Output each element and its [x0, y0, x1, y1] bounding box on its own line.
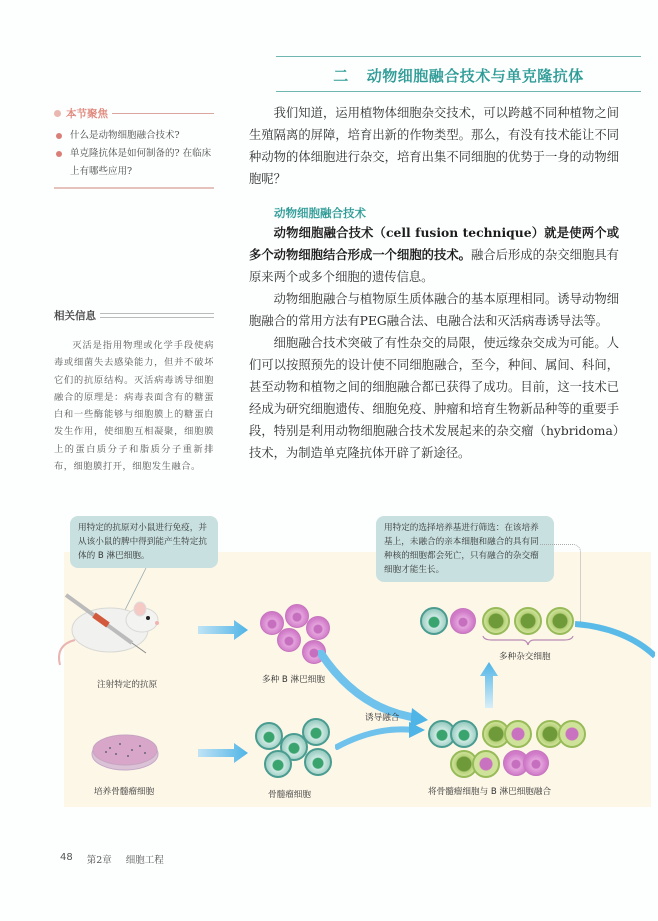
b-lymphocyte-cell [277, 628, 301, 652]
myeloma-cell [264, 750, 292, 778]
focus-list [54, 127, 214, 181]
mouse-illustration [50, 585, 160, 675]
related-info-header [54, 308, 214, 323]
b-lymphocyte-cell [450, 608, 476, 634]
b-lymphocyte-cell [523, 750, 549, 776]
hybrid-cell [514, 607, 542, 635]
fused-hybridoma [536, 720, 586, 748]
subheading: 动物细胞融合技术 [274, 206, 366, 220]
curved-arrow-icon [575, 620, 655, 660]
fused-myeloma-myeloma [428, 720, 478, 748]
arrow-up-icon [480, 662, 498, 708]
label-hybrid-cells: 多种杂交细胞 [499, 652, 551, 662]
fused-b-b [503, 750, 549, 776]
label-myeloma-cells: 骨髓瘤细胞 [268, 790, 311, 800]
focus-bullet-icon [54, 110, 61, 117]
hybrid-half [558, 720, 586, 748]
callout-screening: 用特定的选择培养基进行筛选：在该培养基上，未融合的亲本细胞和融合的具有同种核的细胞都会死亡，只有融合的杂交瘤细胞才能生长。 [376, 516, 554, 582]
related-info-text: 灭活是指用物理或化学手段使病毒或细菌失去感染能力，但并不破坏它们的抗原结构。灭活病毒诱导细胞融合的原理是：病毒表面含有的糖蛋白和一些酶能够与细胞膜上的糖蛋白发生作用，使细胞互相凝聚，细胞膜上的蛋白质分子和脂质分子重新排布，细胞膜打开，细胞发生融合。 [54, 340, 214, 473]
curved-arrow-icon [335, 720, 425, 750]
label-fusion: 将骨髓瘤细胞与 B 淋巴细胞融合 [428, 787, 552, 797]
fused-hybridoma [450, 750, 500, 778]
b-lymphocyte-cell [306, 616, 330, 640]
focus-bottom-rule [54, 187, 214, 189]
brace-icon [482, 634, 574, 646]
arrow-right-icon [198, 743, 248, 763]
related-info-rule [100, 313, 214, 318]
myeloma-cell [420, 607, 448, 635]
section-top-rule [276, 56, 641, 57]
section-bottom-rule [276, 91, 641, 92]
chapter-number: 第2章 [86, 855, 112, 866]
main-text [249, 102, 619, 464]
fused-hybridoma [482, 720, 532, 748]
label-inject-antigen: 注射特定的抗原 [97, 680, 158, 690]
chapter-title: 细胞工程 [125, 855, 164, 866]
myeloma-cell [304, 748, 332, 776]
hybrid-cell [546, 607, 574, 635]
focus-header [54, 104, 214, 122]
page-number: 48 [60, 852, 73, 863]
section-number: 二 [333, 66, 349, 85]
principle-paragraph: 动物细胞融合与植物原生质体融合的基本原理相同。诱导动物细胞融合的常用方法有PEG融合法、电融合法和灭活病毒诱导法等。 [249, 292, 619, 328]
significance-paragraph: 细胞融合技术突破了有性杂交的局限，使远缘杂交成为可能。人们可以按照预先的设计使不同细胞融合，至今，种间、属间、科间，甚至动物和植物之间的细胞融合都已获得了成功。目前，这一技术已经成为研究细胞遗传、细胞免疫、肿瘤和培育生物新品种等的重要手段，特别是利用动物细胞融合技术发展起来的杂交瘤（hybridoma）技术，为制造单克隆抗体开辟了新途径。 [249, 336, 619, 460]
myeloma-cell [450, 720, 478, 748]
definition-bold: 动物细胞融合技术（cell fusion technique）就是使两个或多个动物细胞结合形成一个细胞的技术。 [249, 225, 619, 262]
label-induce-fusion: 诱导融合 [365, 713, 400, 723]
focus-item: 单克隆抗体是如何制备的? 在临床上有哪些应用? [54, 145, 214, 181]
callout-immunize: 用特定的抗原对小鼠进行免疫，并从该小鼠的脾中得到能产生特定抗体的 B 淋巴细胞。 [70, 516, 218, 568]
label-b-cells: 多种 B 淋巴细胞 [262, 675, 325, 685]
focus-title: 本节聚焦 [66, 107, 108, 120]
hybrid-half [472, 750, 500, 778]
page-footer [60, 852, 164, 866]
focus-rule [112, 113, 214, 114]
hybrid-half [504, 720, 532, 748]
petri-dish-illustration [90, 728, 160, 773]
focus-box [54, 104, 214, 189]
definition-paragraph [249, 222, 619, 288]
hybrid-cell [482, 607, 510, 635]
myeloma-cell [255, 722, 283, 750]
arrow-right-icon [198, 620, 248, 640]
related-info-box [54, 308, 214, 475]
label-culture-myeloma: 培养骨髓瘤细胞 [94, 787, 155, 797]
section-title-text: 动物细胞融合技术与单克隆抗体 [366, 66, 584, 85]
section-title [276, 62, 641, 88]
related-info-title: 相关信息 [54, 310, 96, 322]
focus-item: 什么是动物细胞融合技术? [54, 127, 214, 145]
definition-rest: 融合后形成的杂交细胞具有原来两个或多个细胞的遗传信息。 [249, 248, 619, 284]
intro-paragraph: 我们知道，运用植物体细胞杂交技术，可以跨越不同种植物之间生殖隔离的屏障，培育出新的作物类型。那么，有没有技术能让不同种动物的体细胞进行杂交，培育出集不同细胞的优势于一身的动物细胞呢？ [249, 106, 619, 186]
